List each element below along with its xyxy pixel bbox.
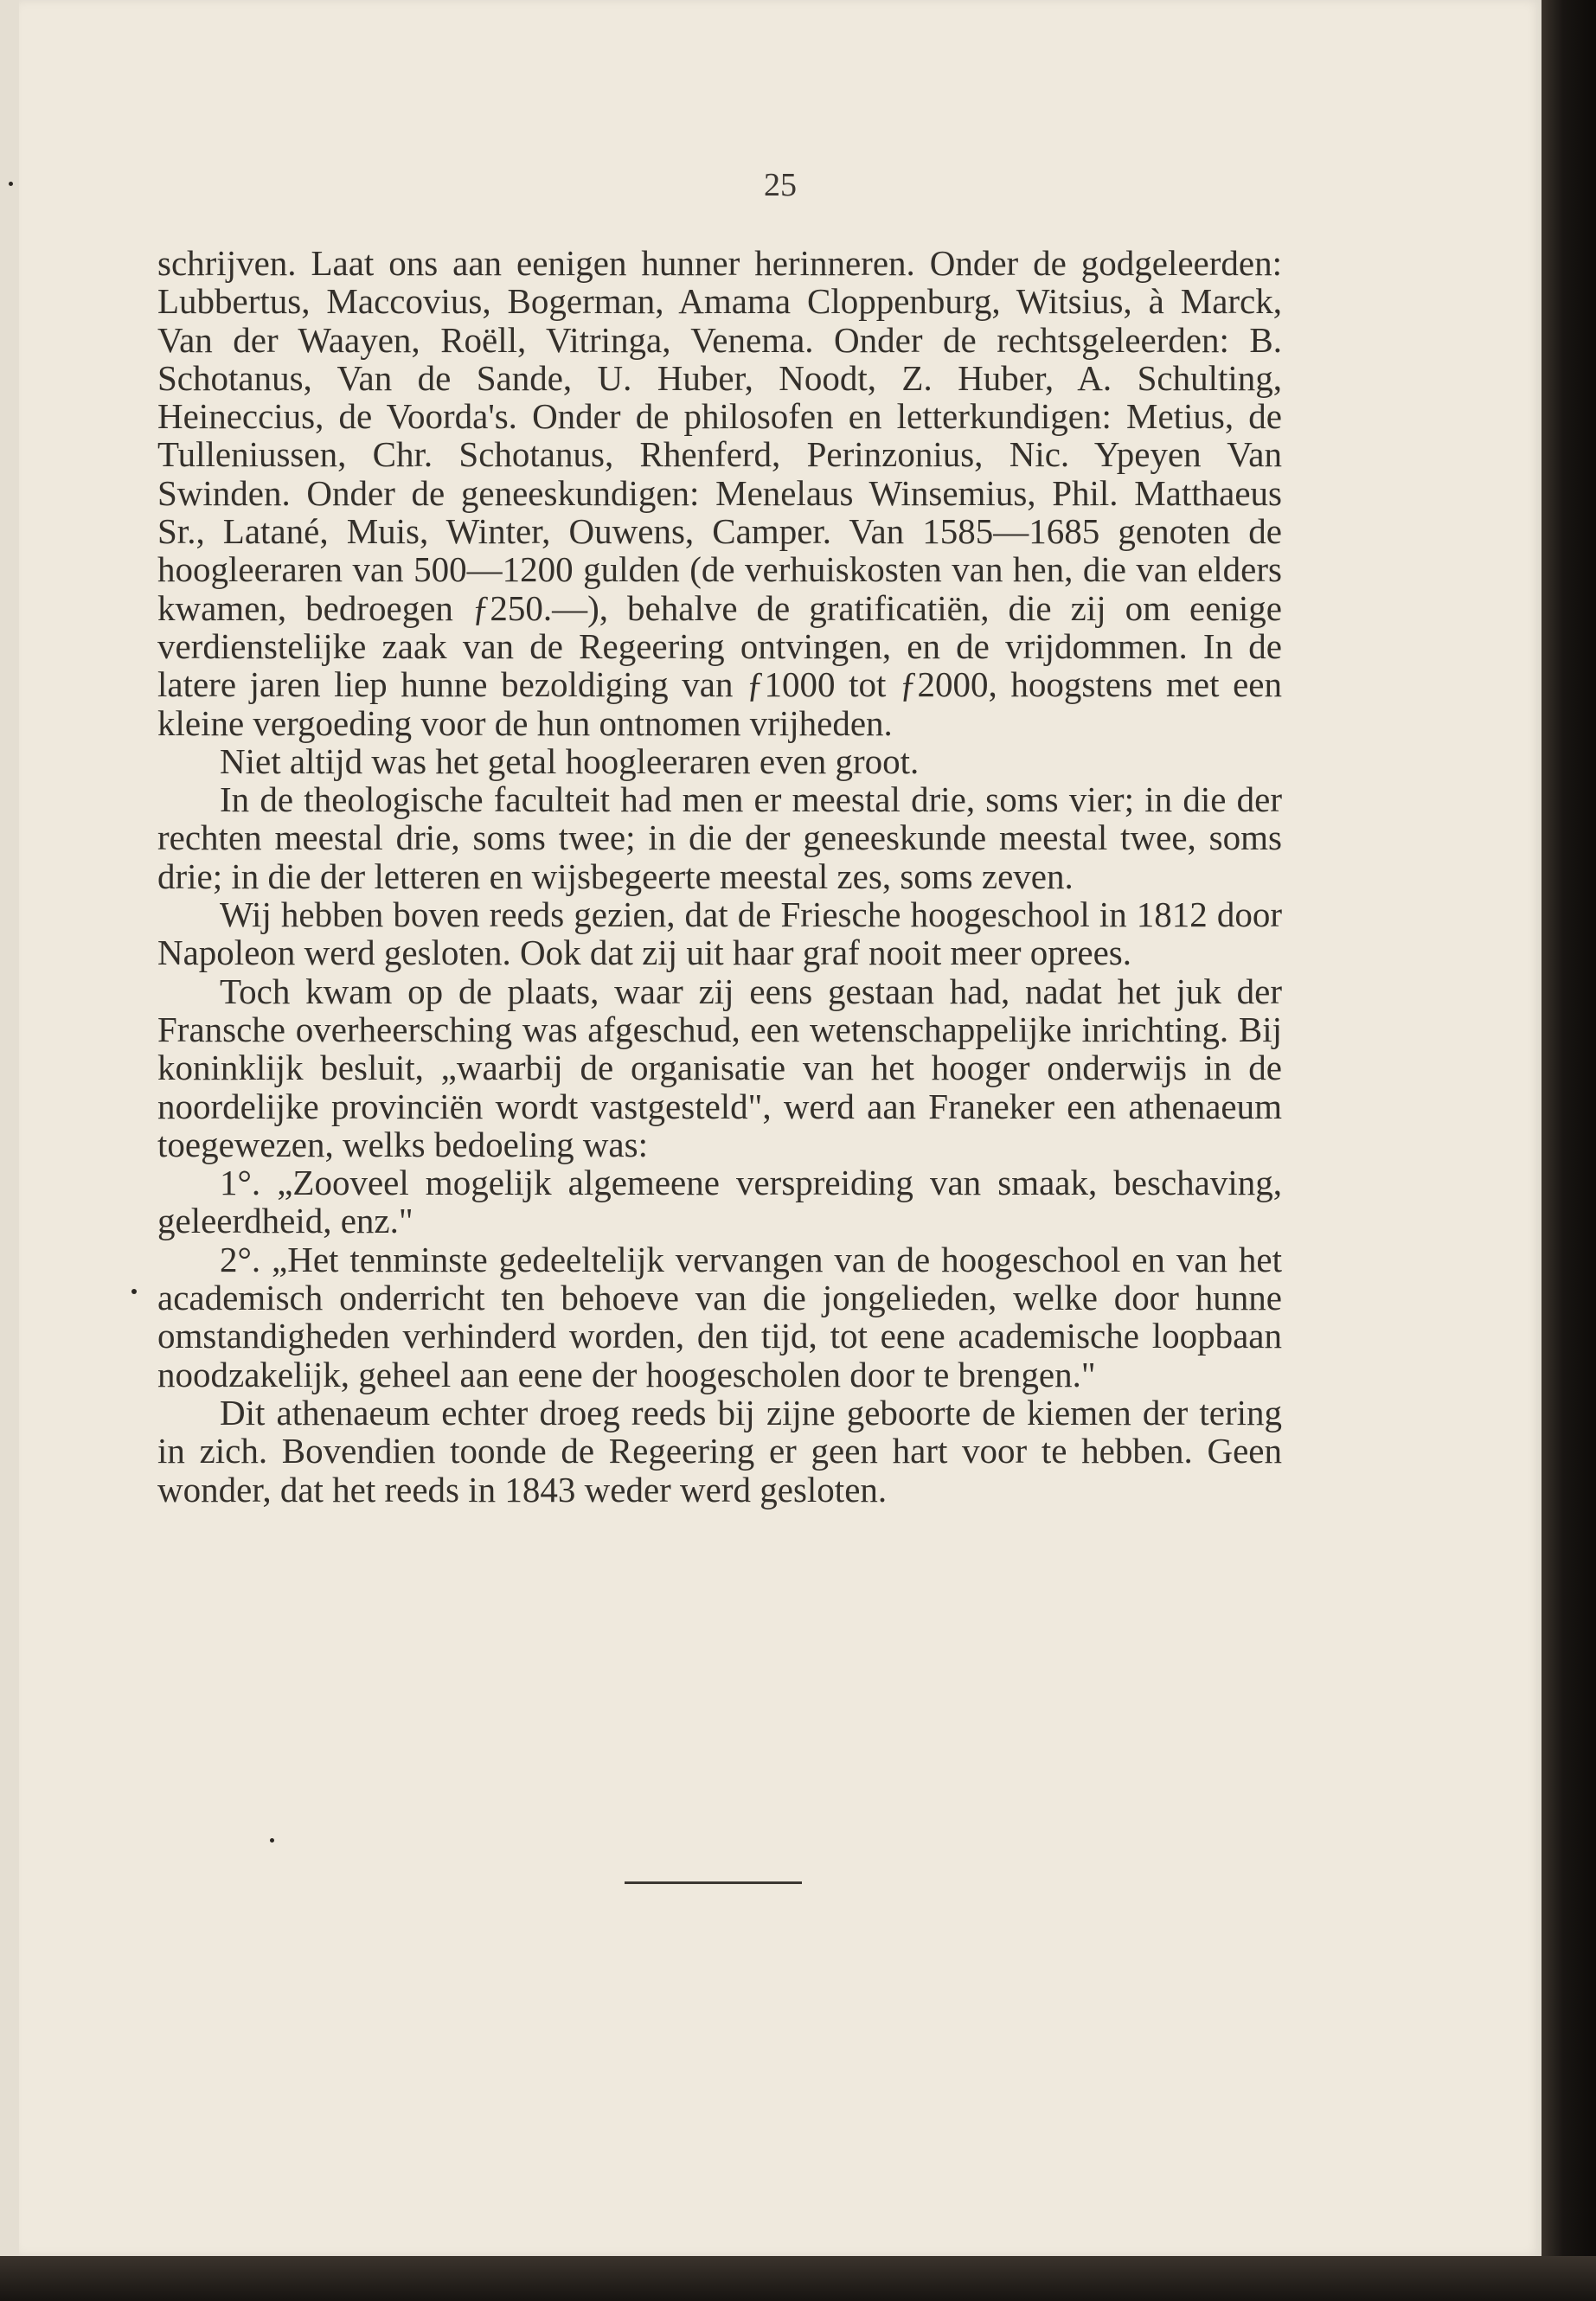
list-item: 1°. „Zooveel mogelijk algemeene verspreiding van smaak, beschaving, geleerdheid, enz."	[157, 1163, 1282, 1241]
page-left-edge	[0, 0, 19, 2256]
page-number: 25	[764, 167, 797, 203]
book-page	[19, 0, 1542, 2256]
ink-speck	[9, 182, 13, 186]
ink-speck	[131, 1289, 137, 1294]
paragraph: schrijven. Laat ons aan eenigen hunner herinneren. Onder de godgeleerden: Lubbertus, Maccovius, Bogerman, Amama Cloppenburg, Witsius, à Marck, Van der Waayen, Roëll, Vitringa, Venema. Onder de rechtsgeleerden: B. Schotanus, Van de Sande, U. Huber, Noodt, Z. Huber, A. Schulting, Heineccius, de Voorda's. Onder de philosofen en letterkundigen: Metius, de Tulleniussen, Chr. Schotanus, Rhenferd, Perinzonius, Nic. Ypeyen Van Swinden. Onder de geneeskundigen: Menelaus Winsemius, Phil. Matthaeus Sr., Latané, Muis, Winter, Ouwens, Camper. Van 1585—1685 genoten de hoogleeraren van 500—1200 gulden (de verhuiskosten van hen, die van elders kwamen, bedroegen ƒ250.—), behalve de gratificatiën, die zij om eenige verdienstelijke zaak van de Regeering ontvingen, en de vrijdommen. In de latere jaren liep hunne bezoldiging van ƒ1000 tot ƒ2000, hoogstens met een kleine vergoeding voor de hun ontnomen vrijheden.	[157, 243, 1282, 743]
paragraph: Niet altijd was het getal hoogleeraren even groot.	[220, 740, 920, 781]
ink-speck	[270, 1838, 274, 1843]
list-item: 2°. „Het tenminste gedeeltelijk vervangen van de hoogeschool en van het academisch onderricht ten behoeve van die jongelieden, welke door hunne omstandigheden verhinderd worden, den tijd, tot eene academische loopbaan noodzakelijk, geheel aan eene der hoogescholen door te brengen."	[157, 1239, 1282, 1394]
paragraph: Toch kwam op de plaats, waar zij eens gestaan had, nadat het juk der Fransche overheersching was afgeschud, een wetenschappelijke inrichting. Bij koninklijk besluit, „waarbij de organisatie van het hooger onderwijs in de noordelijke provinciën wordt vastgesteld", werd aan Franeker een athenaeum toegewezen, welks bedoeling was:	[157, 971, 1282, 1164]
paragraph: Wij hebben boven reeds gezien, dat de Friesche hoogeschool in 1812 door Napoleon werd gesloten. Ook dat zij uit haar graf nooit meer oprees.	[157, 894, 1282, 973]
paragraph: Dit athenaeum echter droeg reeds bij zijne geboorte de kiemen der tering in zich. Bovendien toonde de Regeering er geen hart voor te hebben. Geen wonder, dat het reeds in 1843 weder werd gesloten.	[157, 1392, 1282, 1509]
scan-bottom-edge	[0, 2256, 1596, 2301]
closing-rule	[625, 1881, 802, 1884]
book-binding-edge	[1542, 0, 1596, 2301]
paragraph: In de theologische faculteit had men er meestal drie, soms vier; in die der rechten meestal drie, soms twee; in die der geneeskunde meestal twee, soms drie; in die der letteren en wijsbegeerte meestal zes, soms zeven.	[157, 779, 1282, 896]
body-text	[157, 244, 1282, 1509]
